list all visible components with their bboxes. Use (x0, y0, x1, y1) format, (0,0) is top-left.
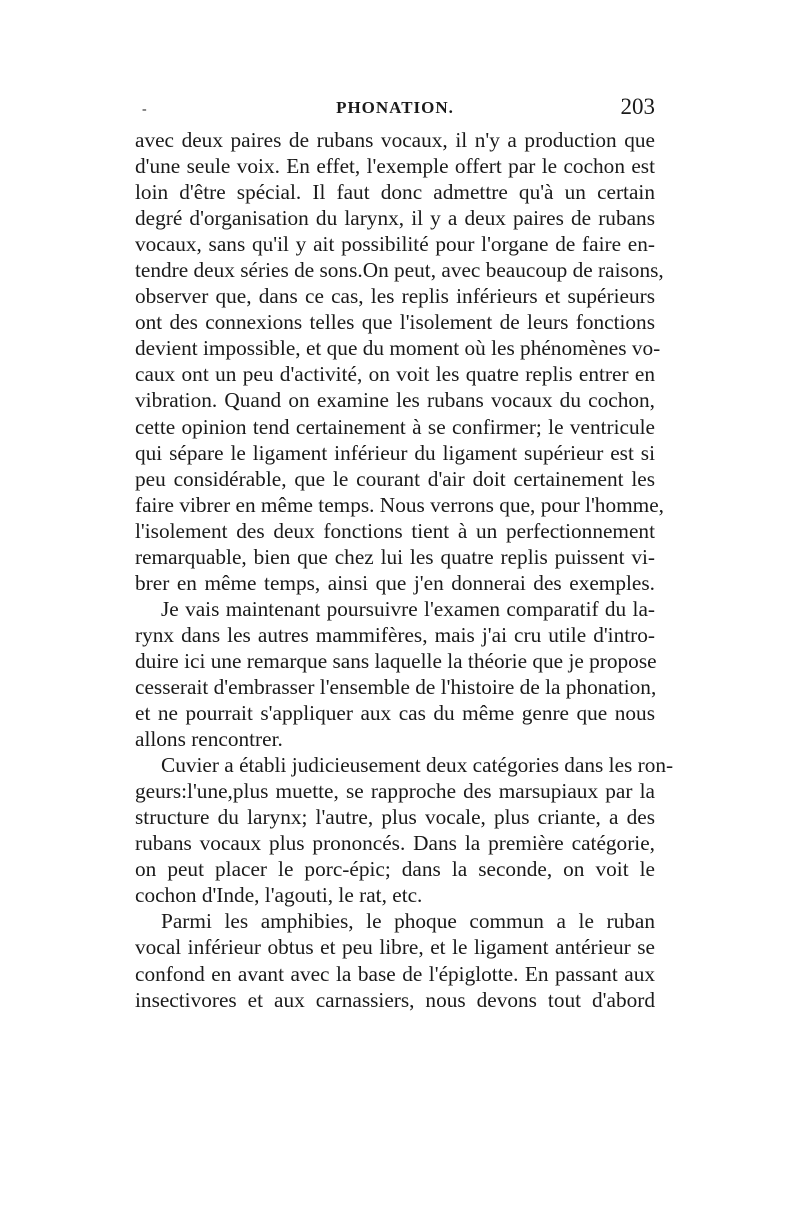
text-line: ont des connexions telles que l'isolement de leurs fonctions (135, 310, 655, 335)
text-line: geurs:l'une,plus muette, se rapproche des marsupiaux par la (135, 779, 655, 804)
text-line: degré d'organisation du larynx, il y a deux paires de rubans (135, 206, 655, 231)
text-line: cesserait d'embrasser l'ensemble de l'histoire de la phonation, (135, 674, 657, 699)
paragraph-first-line: Cuvier a établi judicieusement deux catégories dans les ron- (161, 753, 674, 778)
header-mark: - (142, 102, 147, 117)
text-line: duire ici une remarque sans laquelle la théorie que je propose (135, 648, 657, 673)
paragraph-first-line: Parmi les amphibies, le phoque commun a le ruban (161, 909, 655, 934)
text-line: tendre deux séries de sons.On peut, avec beaucoup de raisons, (135, 258, 664, 283)
text-line: peu considérable, que le courant d'air doit certainement les (135, 466, 655, 491)
text-line: d'une seule voix. En effet, l'exemple offert par le cochon est (135, 154, 655, 179)
paragraph-first-line: Je vais maintenant poursuivre l'examen comparatif du la- (161, 596, 655, 621)
text-line: et ne pourrait s'appliquer aux cas du même genre que nous (135, 701, 655, 726)
text-line: vibration. Quand on examine les rubans vocaux du cochon, (135, 388, 655, 413)
text-line: faire vibrer en même temps. Nous verrons que, pour l'homme, (135, 492, 665, 517)
text-line: insectivores et aux carnassiers, nous devons tout d'abord (135, 987, 655, 1012)
running-title: PHONATION. (336, 98, 454, 117)
text-line: avec deux paires de rubans vocaux, il n'y a production que (135, 128, 655, 152)
text-line: rynx dans les autres mammifères, mais j'ai cru utile d'intro- (135, 622, 655, 647)
text-line: vocal inférieur obtus et peu libre, et le ligament antérieur se (135, 935, 655, 960)
text-line: rubans vocaux plus prononcés. Dans la première catégorie, (135, 831, 655, 856)
text-line: vocaux, sans qu'il y ait possibilité pour l'organe de faire en- (135, 232, 655, 257)
paragraph-last-line: allons rencontrer. (135, 727, 283, 752)
text-line: l'isolement des deux fonctions tient à un perfectionnement (135, 518, 655, 543)
text-line: cette opinion tend certainement à se confirmer; le ventricule (135, 414, 655, 439)
text-line: observer que, dans ce cas, les replis inférieurs et supérieurs (135, 284, 655, 309)
text-line: on peut placer le porc-épic; dans la seconde, on voit le (135, 857, 655, 882)
text-line: structure du larynx; l'autre, plus vocale, plus criante, a des (135, 805, 655, 830)
text-line: confond en avant avec la base de l'épiglotte. En passant aux (135, 961, 655, 986)
text-line: caux ont un peu d'activité, on voit les quatre replis entrer en (135, 362, 655, 387)
text-line: remarquable, bien que chez lui les quatre replis puissent vi- (135, 544, 655, 569)
running-header (135, 96, 655, 126)
paragraph-last-line: brer en même temps, ainsi que j'en donnerai des exemples. (135, 570, 655, 595)
page-number: 203 (620, 94, 655, 119)
page-body-text (135, 127, 674, 1013)
text-line: qui sépare le ligament inférieur du ligament supérieur est si (135, 440, 655, 465)
paragraph-last-line: cochon d'Inde, l'agouti, le rat, etc. (135, 883, 423, 908)
text-line: devient impossible, et que du moment où les phénomènes vo- (135, 336, 661, 361)
text-line: loin d'être spécial. Il faut donc admettre qu'à un certain (135, 180, 655, 205)
